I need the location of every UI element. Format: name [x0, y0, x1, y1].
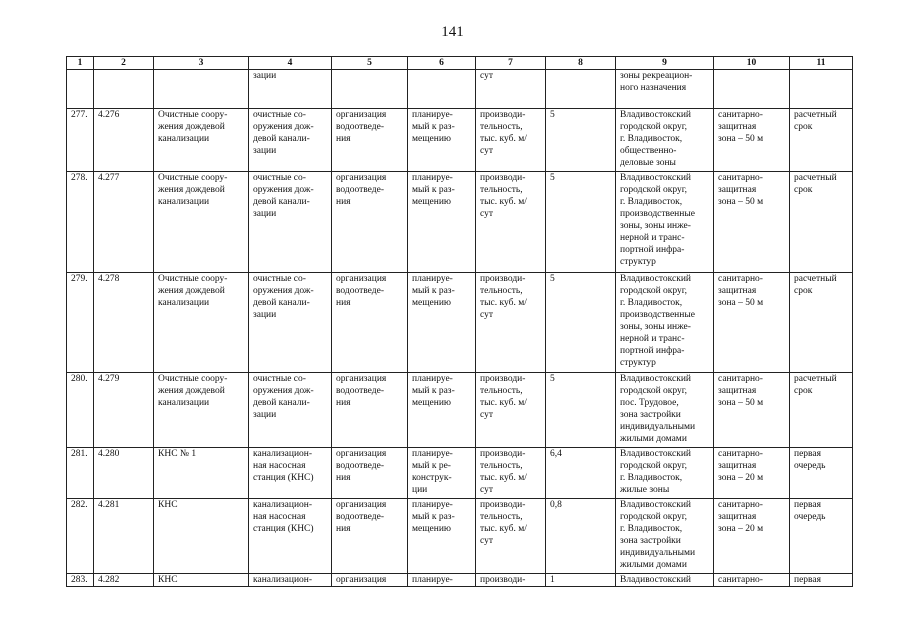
characteristic-cell: производи- тельность, тыс. куб. м/ сут: [476, 109, 546, 172]
table-cell: [67, 70, 94, 109]
characteristic-cell: производи- тельность, тыс. куб. м/ сут: [476, 373, 546, 448]
column-header: 8: [546, 57, 616, 70]
status-cell: планируе- мый к раз- мещению: [408, 109, 476, 172]
value-cell: 5: [546, 373, 616, 448]
column-header: 10: [714, 57, 790, 70]
value-cell: 0,8: [546, 499, 616, 574]
table-row: [67, 499, 853, 574]
column-header: 4: [249, 57, 332, 70]
characteristic-cell: производи- тельность, тыс. куб. м/ сут: [476, 273, 546, 373]
column-header: 1: [67, 57, 94, 70]
purpose-cell: организация: [332, 574, 408, 587]
column-header: 11: [790, 57, 853, 70]
object-type-cell: канализацион-: [249, 574, 332, 587]
table-row: [67, 448, 853, 499]
table-container: [66, 56, 852, 585]
status-cell: планируе-: [408, 574, 476, 587]
column-header: 6: [408, 57, 476, 70]
zone-cell: санитарно- защитная зона – 50 м: [714, 273, 790, 373]
purpose-cell: организация водоотведе- ния: [332, 499, 408, 574]
object-name-cell: КНС: [154, 499, 249, 574]
location-cell: Владивостокский: [616, 574, 714, 587]
purpose-cell: организация водоотведе- ния: [332, 373, 408, 448]
location-cell: Владивостокский городской округ, г. Владивосток, производственные зоны, зоны инже- нерной и транс- портной инфра- структур: [616, 273, 714, 373]
table-cell: [94, 70, 154, 109]
term-cell: расчетный срок: [790, 273, 853, 373]
zone-cell: санитарно- защитная зона – 50 м: [714, 172, 790, 273]
row-number-cell: 278.: [67, 172, 94, 273]
object-name-cell: Очистные соору- жения дождевой канализации: [154, 273, 249, 373]
object-name-cell: Очистные соору- жения дождевой канализации: [154, 172, 249, 273]
value-cell: 5: [546, 172, 616, 273]
status-cell: планируе- мый к раз- мещению: [408, 499, 476, 574]
term-cell: расчетный срок: [790, 373, 853, 448]
location-cell: Владивостокский городской округ, пос. Трудовое, зона застройки индивидуальными жилыми домами: [616, 373, 714, 448]
object-type-cell: очистные со- оружения дож- девой канали- зации: [249, 273, 332, 373]
purpose-cell: организация водоотведе- ния: [332, 172, 408, 273]
value-cell: 6,4: [546, 448, 616, 499]
characteristic-cell: производи- тельность, тыс. куб. м/ сут: [476, 448, 546, 499]
object-code-cell: 4.281: [94, 499, 154, 574]
purpose-cell: организация водоотведе- ния: [332, 448, 408, 499]
object-name-cell: Очистные соору- жения дождевой канализации: [154, 373, 249, 448]
table-row: [67, 172, 853, 273]
status-cell: планируе- мый к ре- конструк- ции: [408, 448, 476, 499]
object-type-cell: очистные со- оружения дож- девой канали- зации: [249, 172, 332, 273]
term-cell: первая очередь: [790, 499, 853, 574]
term-cell: расчетный срок: [790, 109, 853, 172]
object-code-cell: 4.282: [94, 574, 154, 587]
row-number-cell: 277.: [67, 109, 94, 172]
table-cell: [790, 70, 853, 109]
header-row: [67, 57, 853, 70]
status-cell: планируе- мый к раз- мещению: [408, 373, 476, 448]
zone-cell: санитарно- защитная зона – 20 м: [714, 448, 790, 499]
document-table: [66, 56, 853, 587]
continuation-row: [67, 70, 853, 109]
location-cell: Владивостокский городской округ, г. Владивосток, производственные зоны, зоны инже- нерной и транс- портной инфра- структур: [616, 172, 714, 273]
column-header: 2: [94, 57, 154, 70]
table-cell: зоны рекреацион- ного назначения: [616, 70, 714, 109]
table-cell: [408, 70, 476, 109]
table-cell: [714, 70, 790, 109]
location-cell: Владивостокский городской округ, г. Владивосток, жилые зоны: [616, 448, 714, 499]
row-number-cell: 280.: [67, 373, 94, 448]
row-number-cell: 283.: [67, 574, 94, 587]
zone-cell: санитарно- защитная зона – 50 м: [714, 373, 790, 448]
characteristic-cell: производи-: [476, 574, 546, 587]
value-cell: 1: [546, 574, 616, 587]
characteristic-cell: производи- тельность, тыс. куб. м/ сут: [476, 499, 546, 574]
object-code-cell: 4.278: [94, 273, 154, 373]
table-row: [67, 109, 853, 172]
value-cell: 5: [546, 273, 616, 373]
row-number-cell: 279.: [67, 273, 94, 373]
status-cell: планируе- мый к раз- мещению: [408, 172, 476, 273]
zone-cell: санитарно- защитная зона – 50 м: [714, 109, 790, 172]
status-cell: планируе- мый к раз- мещению: [408, 273, 476, 373]
column-header: 9: [616, 57, 714, 70]
object-name-cell: КНС № 1: [154, 448, 249, 499]
term-cell: расчетный срок: [790, 172, 853, 273]
table-cell: [546, 70, 616, 109]
purpose-cell: организация водоотведе- ния: [332, 109, 408, 172]
table-cell: сут: [476, 70, 546, 109]
location-cell: Владивостокский городской округ, г. Владивосток, зона застройки индивидуальными жилыми домами: [616, 499, 714, 574]
value-cell: 5: [546, 109, 616, 172]
zone-cell: санитарно-: [714, 574, 790, 587]
object-type-cell: канализацион- ная насосная станция (КНС): [249, 448, 332, 499]
table-cell: [154, 70, 249, 109]
column-header: 7: [476, 57, 546, 70]
object-name-cell: КНС: [154, 574, 249, 587]
table-row: [67, 273, 853, 373]
object-code-cell: 4.280: [94, 448, 154, 499]
object-code-cell: 4.279: [94, 373, 154, 448]
page-number: 141: [441, 24, 464, 40]
object-name-cell: Очистные соору- жения дождевой канализации: [154, 109, 249, 172]
object-type-cell: очистные со- оружения дож- девой канали- зации: [249, 373, 332, 448]
term-cell: первая: [790, 574, 853, 587]
location-cell: Владивостокский городской округ, г. Владивосток, общественно- деловые зоны: [616, 109, 714, 172]
zone-cell: санитарно- защитная зона – 20 м: [714, 499, 790, 574]
row-number-cell: 281.: [67, 448, 94, 499]
table-cell: зации: [249, 70, 332, 109]
column-header: 3: [154, 57, 249, 70]
row-number-cell: 282.: [67, 499, 94, 574]
characteristic-cell: производи- тельность, тыс. куб. м/ сут: [476, 172, 546, 273]
column-header: 5: [332, 57, 408, 70]
object-type-cell: канализацион- ная насосная станция (КНС): [249, 499, 332, 574]
table-row: [67, 574, 853, 587]
table-cell: [332, 70, 408, 109]
object-code-cell: 4.277: [94, 172, 154, 273]
term-cell: первая очередь: [790, 448, 853, 499]
object-code-cell: 4.276: [94, 109, 154, 172]
purpose-cell: организация водоотведе- ния: [332, 273, 408, 373]
object-type-cell: очистные со- оружения дож- девой канали- зации: [249, 109, 332, 172]
table-row: [67, 373, 853, 448]
